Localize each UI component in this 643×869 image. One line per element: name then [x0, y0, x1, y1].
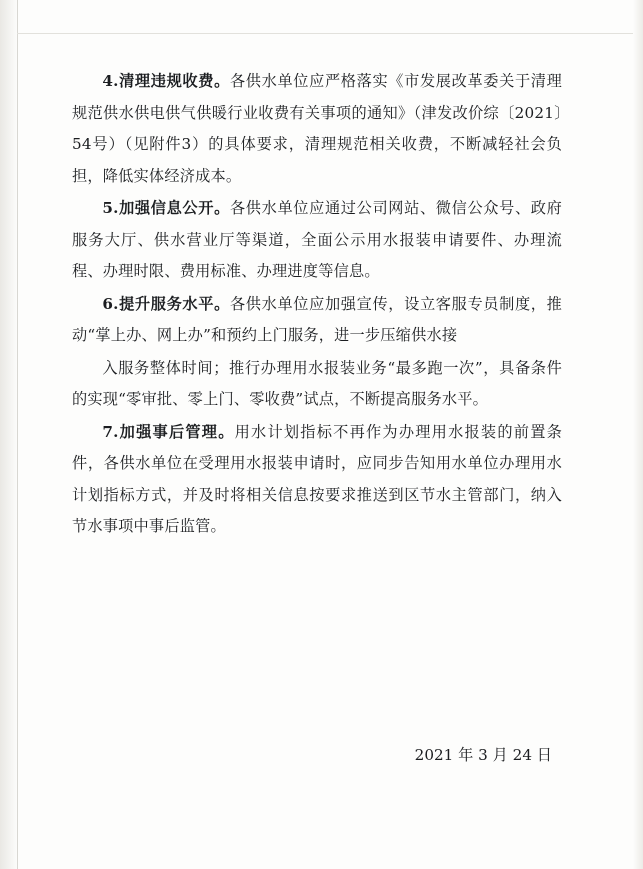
document-body [72, 66, 562, 543]
paragraph-text-item-6-continued: 入服务整体时间；推行办理用水报装业务“最多跑一次”，具备条件的实现“零审批、零上门、零收费”试点，不断提高服务水平。 [72, 358, 562, 408]
paragraph-heading-item-6: 6.提升服务水平。 [102, 294, 230, 313]
paragraph-heading-item-5: 5.加强信息公开。 [102, 199, 230, 217]
document-date [72, 742, 562, 768]
paragraph-text-item-4: 各供水单位应严格落实《市发展改革委关于清理规范供水供电供气供暖行业收费有关事项的通知》（津发改价综〔2021〕54号）（见附件3）的具体要求，清理规范相关收费，不断减轻社会负担，降低实体经济成本。 [72, 72, 563, 185]
paragraph-text-item-5: 各供水单位应通过公司网站、微信公众号、政府服务大厅、供水营业厅等渠道，全面公示用水报装申请要件、办理流程、办理时限、费用标准、办理进度等信息。 [72, 199, 563, 280]
paragraph-text-item-6: 各供水单位应加强宣传，设立客服专员制度，推动“掌上办、网上办”和预约上门服务，进一步压缩供水接 [72, 294, 563, 344]
paragraph-item-6-continued [72, 353, 562, 416]
paragraph-heading-item-4: 4.清理违规收费。 [102, 72, 230, 90]
paragraph-item-7 [72, 417, 562, 543]
page-left-edge-line [17, 0, 18, 869]
paragraph-item-6 [72, 289, 562, 352]
paragraph-item-4 [72, 66, 562, 192]
paragraph-heading-item-7: 7.加强事后管理。 [102, 422, 235, 441]
paragraph-item-5 [72, 193, 562, 288]
document-date-text: 2021 年 3 月 24 日 [414, 746, 552, 764]
page-top-edge-line [17, 33, 643, 34]
paragraph-text-item-7: 用水计划指标不再作为办理用水报装的前置条件，各供水单位在受理用水报装申请时，应同步告知用水单位办理用水计划指标方式，并及时将相关信息按要求推送到区节水主管部门，纳入节水事项中事后监管。 [72, 422, 563, 535]
